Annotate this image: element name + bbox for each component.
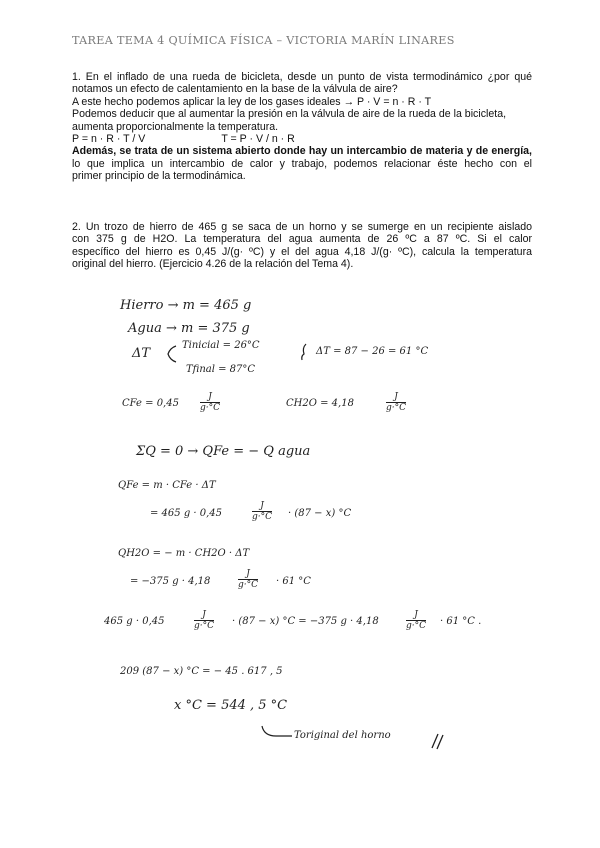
unit-denominator: g·°C (238, 580, 259, 590)
unit-denominator: g·°C (252, 512, 273, 522)
text-line: Podemos deducir que al aumentar la presión en la válvula de aire de la rueda de la bicicleta, (72, 108, 507, 121)
hw-t-inicial: Tinicial = 26°C (182, 340, 260, 351)
hw-q-h2o: QH2O = − m · CH2O · ΔT (118, 548, 250, 559)
hw-delta-t-result: ΔT = 87 − 26 = 61 °C (316, 346, 429, 357)
unit-numerator: J (260, 501, 264, 511)
hw-result: x °C = 544 , 5 °C (174, 698, 288, 713)
text-line: original del hierro. (Ejercicio 4.26 de la relación del Tema 4). (72, 258, 354, 271)
final-slashes (432, 734, 443, 749)
text-line: lo que implica un intercambio de calor y trabajo, podemos relacionar éste hecho con el (72, 157, 532, 170)
unit-denominator: g·°C (200, 403, 221, 413)
text-line: Además, se trata de un sistema abierto donde hay un intercambio de materia y de energía, (72, 145, 532, 158)
text-line: A este hecho podemos aplicar la ley de los gases ideales → P · V = n · R · T (72, 95, 432, 108)
unit-numerator: J (208, 392, 212, 402)
hw-q-fe-substituted: = 465 g · 0,45 (150, 508, 223, 519)
hw-q-h2o-tail: · 61 °C (276, 576, 311, 587)
unit-numerator: J (246, 569, 250, 579)
hw-t-final: Tfinal = 87°C (186, 364, 256, 375)
text-line: con 375 g de H2O. La temperatura del agua aumenta de 26 ºC a 87 ºC. Si el calor (72, 233, 532, 246)
hw-full-right: · 61 °C . (440, 616, 482, 627)
hw-simplified: 209 (87 − x) °C = − 45 . 617 , 5 (120, 666, 283, 677)
brace-mark (168, 346, 176, 362)
text-line: 1. En el inflado de una rueda de bicicleta, desde un punto de vista termodinámico ¿por qué (72, 71, 532, 83)
equation-t: T = P · V / n · R (221, 133, 295, 146)
unit-denominator: g·°C (406, 621, 427, 631)
unit-numerator: J (202, 610, 206, 620)
hw-c-fe: CFe = 0,45 (122, 398, 179, 409)
unit-numerator: J (394, 392, 398, 402)
unit-denominator: g·°C (194, 621, 215, 631)
hw-full-left: 465 g · 0,45 (104, 616, 165, 627)
hw-agua: Agua → m = 375 g (128, 321, 250, 336)
page-header: TAREA TEMA 4 QUÍMICA FÍSICA – VICTORIA MARÍN LINARES (72, 34, 455, 47)
hw-sum-q: ΣQ = 0 → QFe = − Q agua (136, 444, 311, 459)
conclusion-arrow (262, 726, 292, 736)
brace-mark-right (302, 344, 306, 360)
text-line: específico del hierro es 0,45 J/(g· ºC) y el del agua 4,18 J/(g· ºC), calcula la temperatura (72, 245, 532, 258)
hw-hierro: Hierro → m = 465 g (120, 298, 252, 313)
text-line: 2. Un trozo de hierro de 465 g se saca de un horno y se sumerge en un recipiente aislado (72, 221, 532, 233)
equation-p: P = n · R · T / V (72, 133, 146, 146)
hw-c-h2o: CH2O = 4,18 (286, 398, 354, 409)
unit-numerator: J (414, 610, 418, 620)
text-line: aumenta proporcionalmente la temperatura. (72, 120, 279, 133)
text-line: notamos un efecto de calentamiento en la base de la válvula de aire? (72, 83, 398, 96)
hw-delta-t: ΔT (132, 346, 151, 361)
hw-q-fe-tail: · (87 − x) °C (288, 508, 352, 519)
text-line: primer principio de la termodinámica. (72, 170, 246, 183)
hw-q-fe: QFe = m · CFe · ΔT (118, 480, 216, 491)
hw-full-middle: · (87 − x) °C = −375 g · 4,18 (232, 616, 379, 627)
hw-q-h2o-substituted: = −375 g · 4,18 (130, 576, 211, 587)
unit-denominator: g·°C (386, 403, 407, 413)
hw-conclusion: Toriginal del horno (294, 730, 391, 741)
